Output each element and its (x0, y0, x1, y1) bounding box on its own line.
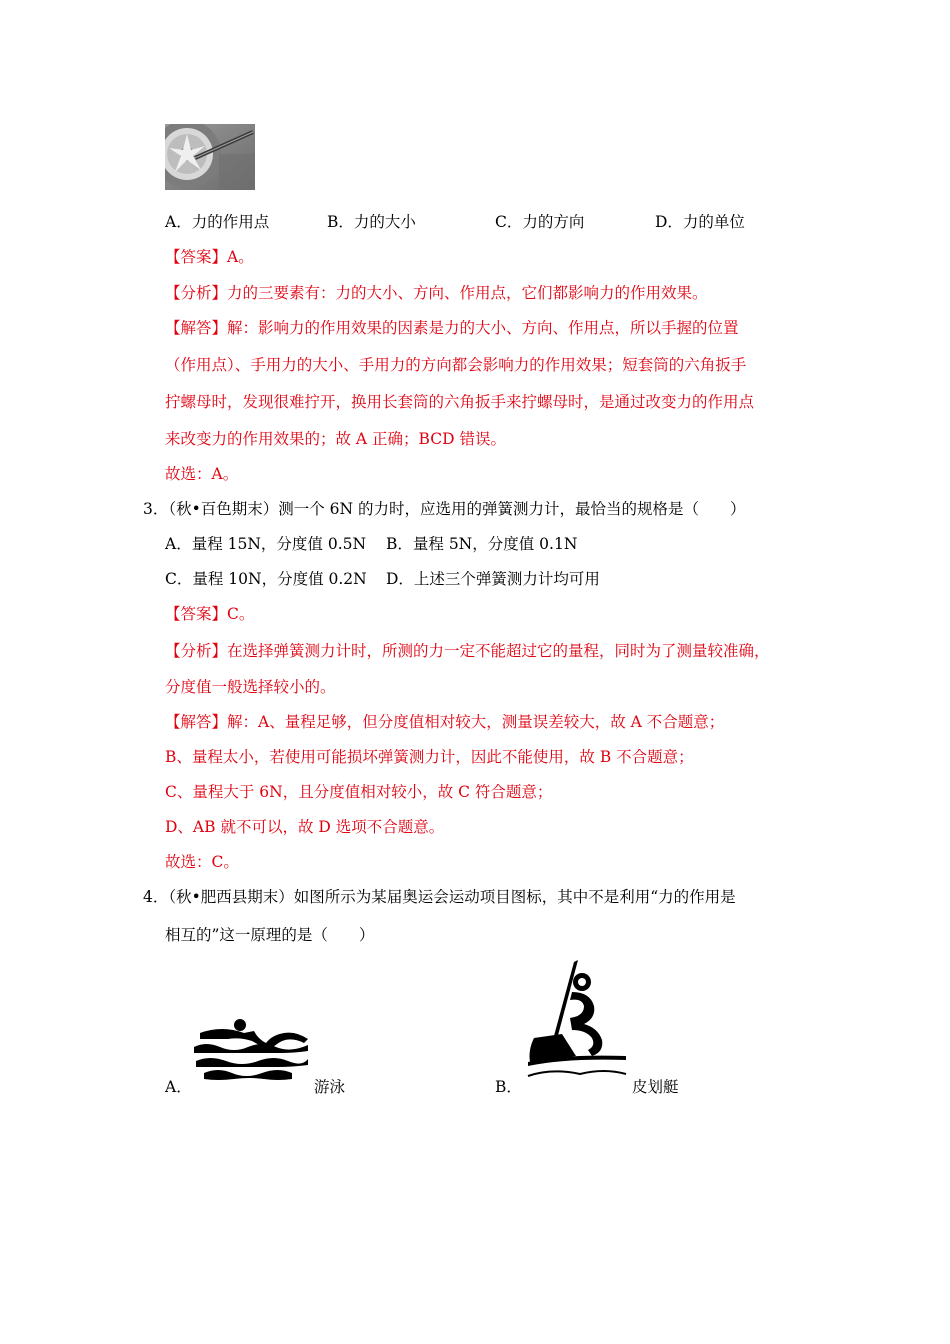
q2-choice: 故选：A。 (165, 465, 239, 483)
swimming-icon (192, 1013, 312, 1083)
q3-solution-line: B、量程太小，若使用可能损坏弹簧测力计，因此不能使用，故 B 不合题意； (165, 748, 694, 766)
q3-stem: 3．（秋•百色期末）测一个 6N 的力时，应选用的弹簧测力计，最恰当的规格是（ ） (143, 500, 746, 518)
q3-option-d: D．上述三个弹簧测力计均可用 (386, 570, 600, 588)
q2-solution-line: 来改变力的作用效果的；故 A 正确；BCD 错误。 (165, 430, 506, 448)
q3-choice: 故选：C。 (165, 853, 239, 871)
wheel-wrench-image (165, 124, 255, 190)
q2-option-d: D．力的单位 (655, 213, 745, 231)
canoe-icon (522, 958, 630, 1083)
q3-analysis-line: 分度值一般选择较小的。 (165, 678, 336, 696)
q2-option-a: A．力的作用点 (165, 213, 270, 231)
q2-solution-line: 拧螺母时，发现很难拧开，换用长套筒的六角扳手来拧螺母时，是通过改变力的作用点 (165, 393, 755, 411)
q4-stem-line: 相互的”这一原理的是（ ） (165, 926, 375, 944)
q3-option-b: B．量程 5N，分度值 0.1N (386, 535, 578, 553)
q2-analysis: 【分析】力的三要素有：力的大小、方向、作用点，它们都影响力的作用效果。 (165, 284, 708, 302)
q3-answer: 【答案】C。 (165, 605, 255, 623)
q2-solution-line: （作用点）、手用力的大小、手用力的方向都会影响力的作用效果；短套筒的六角扳手 (165, 356, 747, 374)
q3-option-c: C．量程 10N，分度值 0.2N (165, 570, 367, 588)
q2-solution-line: 【解答】解：影响力的作用效果的因素是力的大小、方向、作用点，所以手握的位置 (165, 319, 739, 337)
q2-answer: 【答案】A。 (165, 248, 254, 266)
q3-solution-line: D、AB 就不可以，故 D 选项不合题意。 (165, 818, 445, 836)
q3-option-a: A．量程 15N，分度值 0.5N (165, 535, 367, 553)
q4-option-b-label: 皮划艇 (632, 1078, 679, 1096)
q2-option-c: C．力的方向 (495, 213, 585, 231)
q3-solution-line: C、量程大于 6N，且分度值相对较小，故 C 符合题意； (165, 783, 553, 801)
q4-stem-line: 4．（秋•肥西县期末）如图所示为某届奥运会运动项目图标，其中不是利用“力的作用是 (143, 888, 736, 906)
q3-solution-line: 【解答】解：A、量程足够，但分度值相对较大，测量误差较大，故 A 不合题意； (165, 713, 725, 731)
q4-option-a-letter: A． (165, 1078, 192, 1096)
q4-option-b-letter: B． (495, 1078, 522, 1096)
q3-analysis-line: 【分析】在选择弹簧测力计时，所测的力一定不能超过它的量程，同时为了测量较准确， (165, 642, 770, 660)
q4-option-a-label: 游泳 (314, 1078, 346, 1096)
q2-option-b: B．力的大小 (327, 213, 416, 231)
